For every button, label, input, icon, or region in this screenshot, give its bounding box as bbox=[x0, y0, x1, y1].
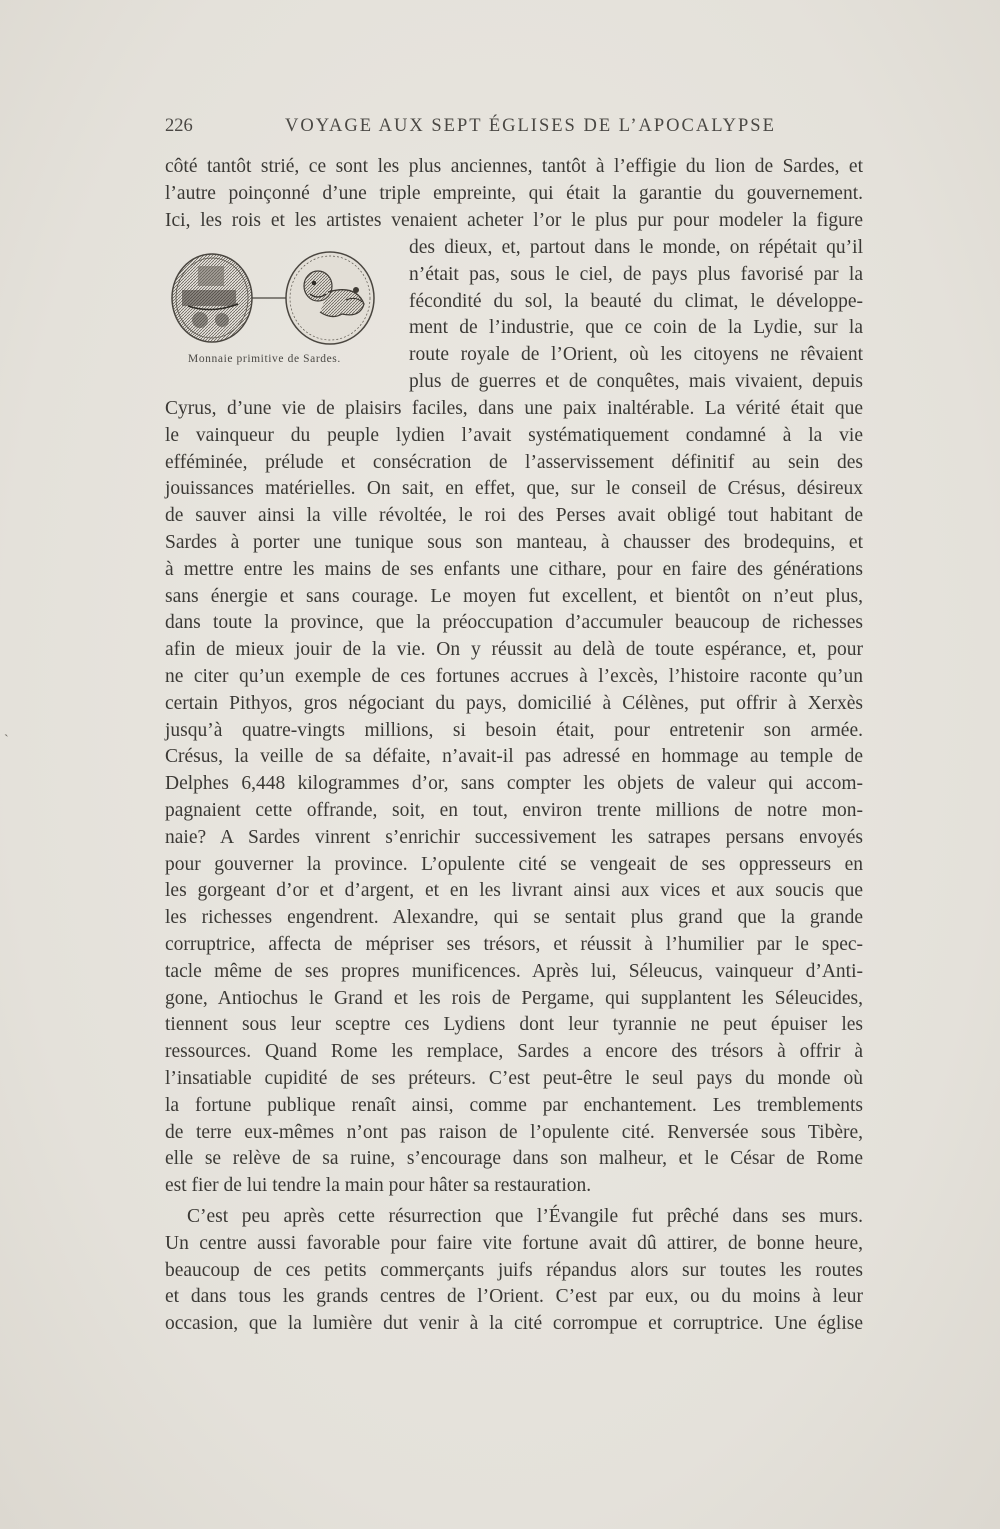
paragraph-gospel-preached bbox=[165, 1204, 863, 1338]
text-line: Un centre aussi favorable pour faire vite fortune avait dû attirer, de bonne heure, bbox=[165, 1232, 863, 1254]
text-line: C’est peu après cette résurrection que l’Évangile fut prêché dans ses murs. bbox=[187, 1205, 863, 1227]
text-line: Crésus, la veille de sa défaite, n’avait-il pas adressé en hommage au temple de bbox=[165, 746, 863, 768]
text-line: Cyrus, d’une vie de plaisirs faciles, dans une paix inaltérable. La vérité était que bbox=[165, 398, 863, 419]
text-line: route royale de l’Orient, où les citoyens ne rêvaient bbox=[409, 344, 863, 366]
text-line: à mettre entre les mains de ses enfants une cithare, pour en faire des générations bbox=[165, 558, 863, 580]
main-text-block bbox=[165, 396, 863, 1338]
running-title: VOYAGE AUX SEPT ÉGLISES DE L’APOCALYPSE bbox=[285, 116, 776, 136]
coin-illustration bbox=[160, 248, 390, 376]
text-line: tacle même de ses propres munificences. Après lui, Séleucus, vainqueur d’Anti- bbox=[165, 960, 863, 982]
text-line: naie? A Sardes vinrent s’enrichir successivement les satrapes persans envoyés bbox=[165, 826, 863, 848]
text-line: tiennent sous leur sceptre ces Lydiens dont leur tyrannie ne peut épuiser les bbox=[165, 1014, 863, 1036]
text-line: de terre eux-mêmes n’ont pas raison de l’opulente cité. Renversée sous Tibère, bbox=[165, 1121, 863, 1143]
text-line: jusqu’à quatre-vingts millions, si besoin était, pour entretenir son armée. bbox=[165, 719, 863, 741]
text-line: les richesses engendrent. Alexandre, qui se sentait plus grand que la grande bbox=[165, 907, 863, 929]
text-line: est fier de lui tendre la main pour hâter sa restauration. bbox=[165, 1175, 592, 1197]
paragraph-continued-top bbox=[165, 154, 863, 234]
text-line: la fortune publique renaît ainsi, comme par enchantement. Les tremblements bbox=[165, 1094, 863, 1116]
text-line: Ici, les rois et les artistes venaient acheter l’or le plus pur pour modeler la figure bbox=[165, 209, 863, 231]
text-line: l’autre poinçonné d’une triple empreinte, qui était la garantie du gouvernement. bbox=[165, 182, 863, 204]
text-line: occasion, que la lumière dut venir à la cité corrompue et corruptrice. Une église bbox=[165, 1313, 863, 1335]
margin-mark: ` bbox=[4, 733, 9, 748]
text-line: Delphes 6,448 kilogrammes d’or, sans compter les objets de valeur qui accom- bbox=[165, 773, 863, 795]
text-line: côté tantôt strié, ce sont les plus anciennes, tantôt à l’effigie du lion de Sardes, et bbox=[165, 156, 863, 177]
text-line: fécondité du sol, la beauté du climat, le développe- bbox=[409, 290, 863, 312]
text-line: pour gouverner la province. L’opulente cité se vengeait de ses oppresseurs en bbox=[165, 853, 863, 875]
paragraph-wrapped-beside-figure bbox=[409, 235, 863, 396]
text-line: le vainqueur du peuple lydien l’avait systématiquement condamné à la vie bbox=[165, 424, 863, 446]
page-number: 226 bbox=[165, 116, 193, 136]
text-line: les gorgeant d’or et d’argent, et en les livrant ainsi aux vices et aux soucis que bbox=[165, 880, 863, 902]
text-line: gone, Antiochus le Grand et les rois de Pergame, qui supplantent les Séleucides, bbox=[165, 987, 863, 1009]
text-line: elle se relève de sa ruine, s’encourage dans son malheur, et le César de Rome bbox=[165, 1148, 863, 1170]
text-line: n’était pas, sous le ciel, de pays plus favorisé par la bbox=[409, 263, 863, 285]
text-line: ne citer qu’un exemple de ces fortunes accrues à l’excès, l’histoire raconte qu’un bbox=[165, 665, 863, 687]
text-line: et dans tous les grands centres de l’Orient. C’est par eux, ou du moins à leur bbox=[165, 1286, 863, 1308]
text-line: afin de mieux jouir de la vie. On y réussit au delà de toute espérance, et, pour bbox=[165, 639, 863, 661]
text-line: certain Pithyos, gros négociant du pays, domicilié à Célènes, put offrir à Xerxès bbox=[165, 692, 863, 714]
text-line: sans énergie et sans courage. Le moyen fut excellent, et bientôt on n’eut plus, bbox=[165, 585, 863, 607]
text-line: de sauver ainsi la ville révoltée, le roi des Perses avait obligé tout habitant de bbox=[165, 505, 863, 527]
text-line: ressources. Quand Rome les remplace, Sardes a encore des trésors à offrir à bbox=[165, 1041, 863, 1063]
text-line: dans toute la province, que la préoccupation d’accumuler beaucoup de richesses bbox=[165, 612, 863, 634]
text-line: beaucoup de ces petits commerçants juifs répandus alors sur toutes les routes bbox=[165, 1259, 863, 1281]
text-line: des dieux, et, partout dans le monde, on répétait qu’il bbox=[409, 237, 863, 258]
text-line: l’insatiable cupidité de ses préteurs. C’est peut-être le seul pays du monde où bbox=[165, 1067, 863, 1089]
text-line: efféminée, prélude et consécration de l’asservissement définitif au sein des bbox=[165, 451, 863, 473]
text-line: jouissances matérielles. On sait, en effet, que, sur le conseil de Crésus, désireux bbox=[165, 478, 863, 500]
text-line: ment de l’industrie, que ce coin de la Lydie, sur la bbox=[409, 317, 863, 339]
text-line: Sardes à porter une tunique sous son manteau, à chausser des brodequins, et bbox=[165, 531, 863, 553]
figure-caption: Monnaie primitive de Sardes. bbox=[188, 353, 341, 365]
lydian-coin-engraving-icon bbox=[160, 248, 390, 353]
running-header bbox=[165, 116, 863, 140]
text-line: pagnaient cette offrande, soit, en tout, environ trente millions de notre mon- bbox=[165, 799, 863, 821]
text-line: plus de guerres et de conquêtes, mais vivaient, depuis bbox=[409, 370, 863, 392]
text-line: corruptrice, affecta de mépriser ses trésors, et réussit à l’humilier par le spec- bbox=[165, 933, 863, 955]
paragraph-sardes-wealth bbox=[165, 396, 863, 1200]
